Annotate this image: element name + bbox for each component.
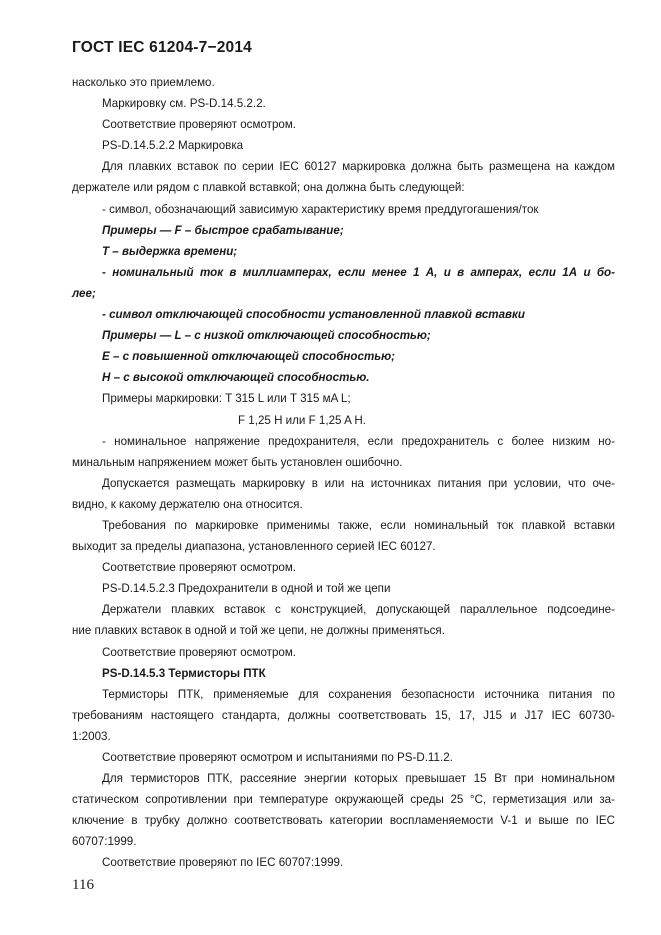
section-heading: PS-D.14.5.3 Термисторы ПТК xyxy=(102,666,266,680)
text-line: T – выдержка времени; xyxy=(102,244,238,258)
subsection-heading: PS-D.14.5.2.3 Предохранители в одной и той же цепи xyxy=(102,582,391,596)
text-line: Соответствие проверяют осмотром. xyxy=(102,561,297,575)
text-line: держателе или рядом с плавкой вставкой; она должна быть следующей: xyxy=(72,181,465,195)
text-line: минальным напряжением может быть установлен ошибочно. xyxy=(72,455,403,469)
subsection-heading: PS-D.14.5.2.2 Маркировка xyxy=(102,139,244,153)
text-line: Для плавких вставок по серии IEC 60127 маркировка должна быть размещена на каждом xyxy=(102,160,615,174)
page-number: 116 xyxy=(72,877,94,893)
text-line: Маркировку см. PS-D.14.5.2.2. xyxy=(102,97,266,111)
text-line: 1:2003. xyxy=(72,729,111,743)
text-line: ние плавких вставок в одной и той же цепи, не должны применяться. xyxy=(72,624,445,638)
document-body xyxy=(72,72,615,874)
text-line: видно, к какому держателю она относится. xyxy=(72,497,303,511)
text-line: Соответствие проверяют по IEC 60707:1999. xyxy=(102,856,344,870)
text-line: Соответствие проверяют осмотром. xyxy=(102,118,297,132)
text-line: Допускается размещать маркировку в или на источниках питания при условии, что оче- xyxy=(102,476,615,490)
text-line: Термисторы ПТК, применяемые для сохранения безопасности источника питания по xyxy=(102,687,615,701)
text-line: E – с повышенной отключающей способностью; xyxy=(102,350,396,364)
text-line: ключение в трубку должно соответствовать категории воспламеняемости V-1 и выше по IEC xyxy=(72,814,615,828)
text-line: Примеры — L – с низкой отключающей способностью; xyxy=(102,329,431,343)
text-line: Соответствие проверяют осмотром. xyxy=(102,645,297,659)
text-line: - символ, обозначающий зависимую характеристику время преддугогашения/ток xyxy=(102,202,539,216)
page-header: ГОСТ IEC 61204-7−2014 xyxy=(72,39,252,56)
text-line: 60707:1999. xyxy=(72,835,137,849)
text-line: - символ отключающей способности установленной плавкой вставки xyxy=(102,308,526,322)
text-line: Соответствие проверяют осмотром и испытаниями по PS-D.11.2. xyxy=(102,751,453,764)
text-line: Примеры маркировки: T 315 L или T 315 мA L; xyxy=(102,392,351,406)
text-line: выходит за пределы диапазона, установленного серией IEC 60127. xyxy=(72,540,436,554)
text-line: Примеры — F – быстрое срабатывание; xyxy=(102,223,344,237)
text-line: требованиям настоящего стандарта, должны соответствовать 15, 17, J15 и J17 IEC 60730- xyxy=(72,708,615,722)
text-line: - номинальный ток в миллиамперах, если менее 1 А, и в амперах, если 1А и бо- xyxy=(102,265,615,279)
text-line: H – с высокой отключающей способностью. xyxy=(102,371,370,385)
text-line: Требования по маркировке применимы также, если номинальный ток плавкой вставки xyxy=(102,518,615,532)
text-line: Для термисторов ПТК, рассеяние энергии которых превышает 15 Вт при номинальном xyxy=(102,772,615,786)
text-line: - номинальное напряжение предохранителя, если предохранитель с более низким но- xyxy=(102,434,615,448)
text-line: статическом сопротивлении при температуре окружающей среды 25 °С, герметизация или за- xyxy=(72,793,615,807)
text-line: Держатели плавких вставок с конструкцией, допускающей параллельное подсоедине- xyxy=(102,603,615,617)
text-line: F 1,25 H или F 1,25 A H. xyxy=(238,413,366,427)
text-line: насколько это приемлемо. xyxy=(72,76,215,89)
text-line: лее; xyxy=(72,286,96,300)
